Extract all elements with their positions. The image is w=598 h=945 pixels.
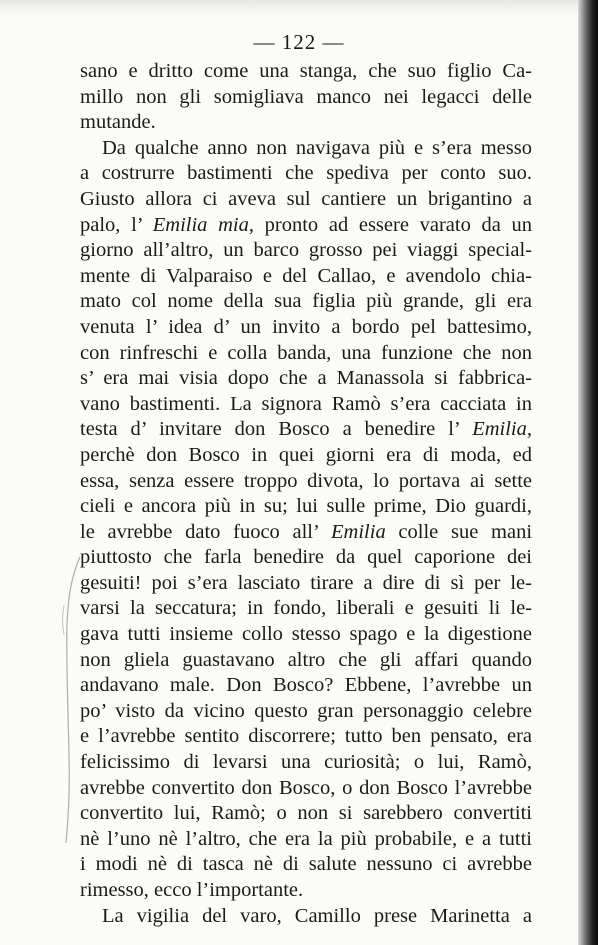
text-line: s’ era mai visia dopo che a Manassola si fabbrica- xyxy=(80,367,532,390)
text-line: nè l’uno nè l’altro, che era la più probabile, e a tutti xyxy=(80,827,532,850)
text-line: mato col nome della sua figlia più grande, gli era xyxy=(80,290,532,313)
body-text xyxy=(80,59,532,929)
text-line: i modi nè di tasca nè di salute nessuno ci avrebbe xyxy=(80,853,532,876)
ship-name: Emilia mia, xyxy=(152,213,254,236)
ship-name: Emilia, xyxy=(472,418,532,441)
text-line: mente di Valparaiso e del Callao, e avendolo chia- xyxy=(80,264,532,287)
text-line: gava tutti insieme collo stesso spago e la digestione xyxy=(80,623,532,646)
text-line: gesuiti! poi s’era lasciato tirare a dire di sì per le- xyxy=(80,571,532,594)
text-line: millo non gli somigliava manco nei legacci delle xyxy=(80,85,532,108)
text-line: cieli e ancora più in su; lui sulle prime, Dio guardi, xyxy=(80,495,532,518)
ship-name: Emilia xyxy=(331,520,386,543)
text-line: po’ visto da vicino questo gran personaggio celebre xyxy=(80,699,532,722)
text-line: sano e dritto come una stanga, che suo figlio Ca- xyxy=(80,60,532,82)
text-line: rimesso, ecco l’importante. xyxy=(80,879,304,901)
text-line: avrebbe convertito don Bosco, o don Bosco l’avrebbe xyxy=(80,776,532,799)
text-line: a costrurre bastimenti che spediva per conto suo. xyxy=(80,162,532,185)
text-line: Giusto allora ci aveva sul cantiere un brigantino a xyxy=(80,187,532,210)
text-line: e l’avrebbe sentito discorrere; tutto ben pensato, era xyxy=(80,725,532,748)
text-line: La vigilia del varo, Camillo prese Marinetta a xyxy=(102,904,532,927)
text-line: perchè don Bosco in quei giorni era di moda, ed xyxy=(80,443,532,466)
text-line: piuttosto che farla benedire da quel caporione dei xyxy=(80,546,532,569)
text-line: varsi la seccatura; in fondo, liberali e gesuiti li le- xyxy=(80,597,532,620)
text-line: andavano male. Don Bosco? Ebbene, l’avrebbe un xyxy=(80,674,532,697)
text-line: venuta l’ idea d’ un invito a bordo pel battesimo, xyxy=(80,315,532,338)
text-line: testa d’ invitare don Bosco a benedire l’ Emilia, xyxy=(80,418,532,441)
text-line: giorno all’altro, un barco grosso pei viaggi special- xyxy=(80,239,532,262)
pencil-margin-mark xyxy=(58,555,84,845)
text-line: convertito lui, Ramò; o non si sarebbero convertiti xyxy=(80,802,532,825)
page-number: — 122 — xyxy=(253,30,345,54)
text-line: essa, senza essere troppo divota, lo portava ai sette xyxy=(80,469,532,492)
text-line: non gliela guastavano altro che gli affari quando xyxy=(80,648,532,671)
text-line: mutande. xyxy=(80,111,156,134)
text-line: con rinfreschi e colla banda, una funzione che non xyxy=(80,341,532,364)
text-line: palo, l’ Emilia mia, pronto ad essere varato da un xyxy=(80,213,533,236)
text-line: le avrebbe dato fuoco all’ Emilia colle sue mani xyxy=(80,520,533,543)
text-line: Da qualche anno non navigava più e s’era messo xyxy=(102,136,532,159)
text-line: felicissimo di levarsi una curiosità; o lui, Ramò, xyxy=(80,751,532,774)
text-line: vano bastimenti. La signora Ramò s’era cacciata in xyxy=(80,392,532,415)
